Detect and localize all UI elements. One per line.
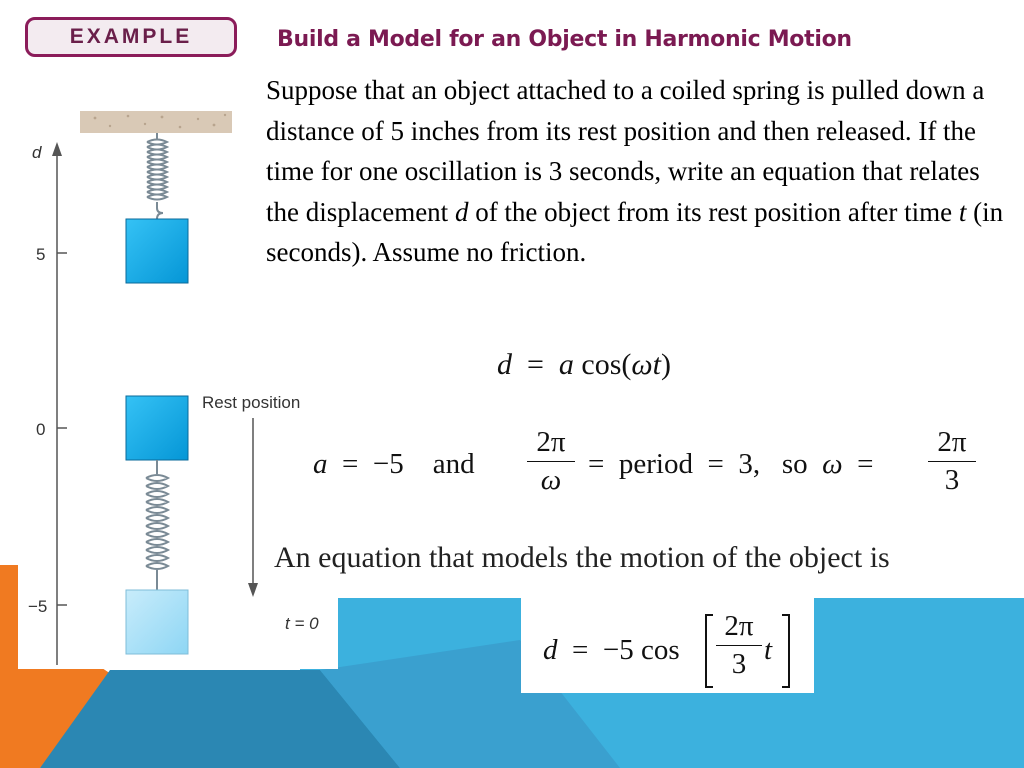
equation-params-mid — [588, 448, 873, 481]
tick-label-minus5: −5 — [28, 597, 48, 616]
spring-figure — [0, 0, 340, 680]
frac2-numerator: 2π — [937, 426, 967, 458]
problem-text-1: Suppose that an object attached to a coiled spring is pulled down a distance of 5 inches from its rest position and then released. If the time for one oscillation is 3 seconds, write an equation that relates the displacement — [266, 75, 985, 227]
eq1-arg: ωt — [631, 348, 661, 381]
right-bracket — [782, 615, 789, 687]
example-heading: Build a Model for an Object in Harmonic Motion — [277, 27, 852, 52]
problem-text-3: (in seconds). Assume no friction. — [266, 196, 1004, 268]
final-denominator: 3 — [731, 648, 747, 680]
ceiling — [80, 111, 232, 133]
eq1-close: ) — [660, 348, 671, 381]
eq2-so: so — [781, 448, 808, 480]
eq2-value: −5 — [372, 448, 404, 480]
eq2-equals-1: = — [342, 448, 359, 480]
axis-arrow-icon — [52, 142, 62, 156]
eq1-equals: = — [527, 348, 544, 381]
tick-label-5: 5 — [36, 245, 46, 264]
problem-statement — [266, 70, 1006, 273]
cube-bottom — [126, 590, 188, 654]
problem-text-2: of the object from its rest position after time — [468, 196, 959, 227]
eq2-period: period — [618, 448, 693, 480]
down-arrow-icon — [248, 583, 258, 597]
eq2-equals-2: = — [588, 448, 605, 480]
variable-d: d — [454, 196, 469, 227]
eq2-equals-4: = — [857, 448, 874, 480]
eq2-omega: ω — [822, 448, 843, 480]
eq1-a: a — [558, 348, 574, 381]
final-t: t — [764, 634, 773, 666]
eq1-d: d — [497, 348, 512, 381]
eq2-and: and — [432, 448, 475, 480]
eq2-three: 3, — [738, 448, 761, 480]
example-badge-label: EXAMPLE — [69, 25, 193, 48]
frac2-denominator: 3 — [944, 464, 960, 496]
conclusion-text: An equation that models the motion of the object is — [274, 541, 890, 574]
cube-top — [126, 219, 188, 283]
eq2-a: a — [313, 448, 328, 480]
final-fraction — [716, 610, 762, 681]
final-coef: −5 cos — [602, 634, 680, 666]
left-bracket — [706, 615, 713, 687]
eq1-cos: cos( — [581, 348, 632, 381]
final-numerator: 2π — [724, 610, 754, 642]
time-label: t = 0 — [285, 614, 319, 633]
eq2-equals-3: = — [707, 448, 724, 480]
final-equals: = — [572, 634, 589, 666]
cube-rest — [126, 396, 188, 460]
frac1-numerator: 2π — [536, 426, 566, 458]
final-equation-left — [543, 634, 680, 667]
equation-general — [497, 348, 671, 382]
fraction-2pi-over-3 — [928, 426, 976, 497]
axis-label: d — [32, 143, 42, 162]
frac1-denominator: ω — [540, 464, 562, 496]
spring-stretched — [146, 460, 168, 590]
spring-compressed — [147, 133, 167, 219]
equation-params-left — [313, 448, 475, 481]
rest-position-label: Rest position — [202, 393, 301, 412]
variable-t: t — [958, 196, 967, 227]
final-d: d — [543, 634, 558, 666]
fraction-2pi-over-omega — [527, 426, 575, 497]
tick-label-0: 0 — [36, 420, 46, 439]
